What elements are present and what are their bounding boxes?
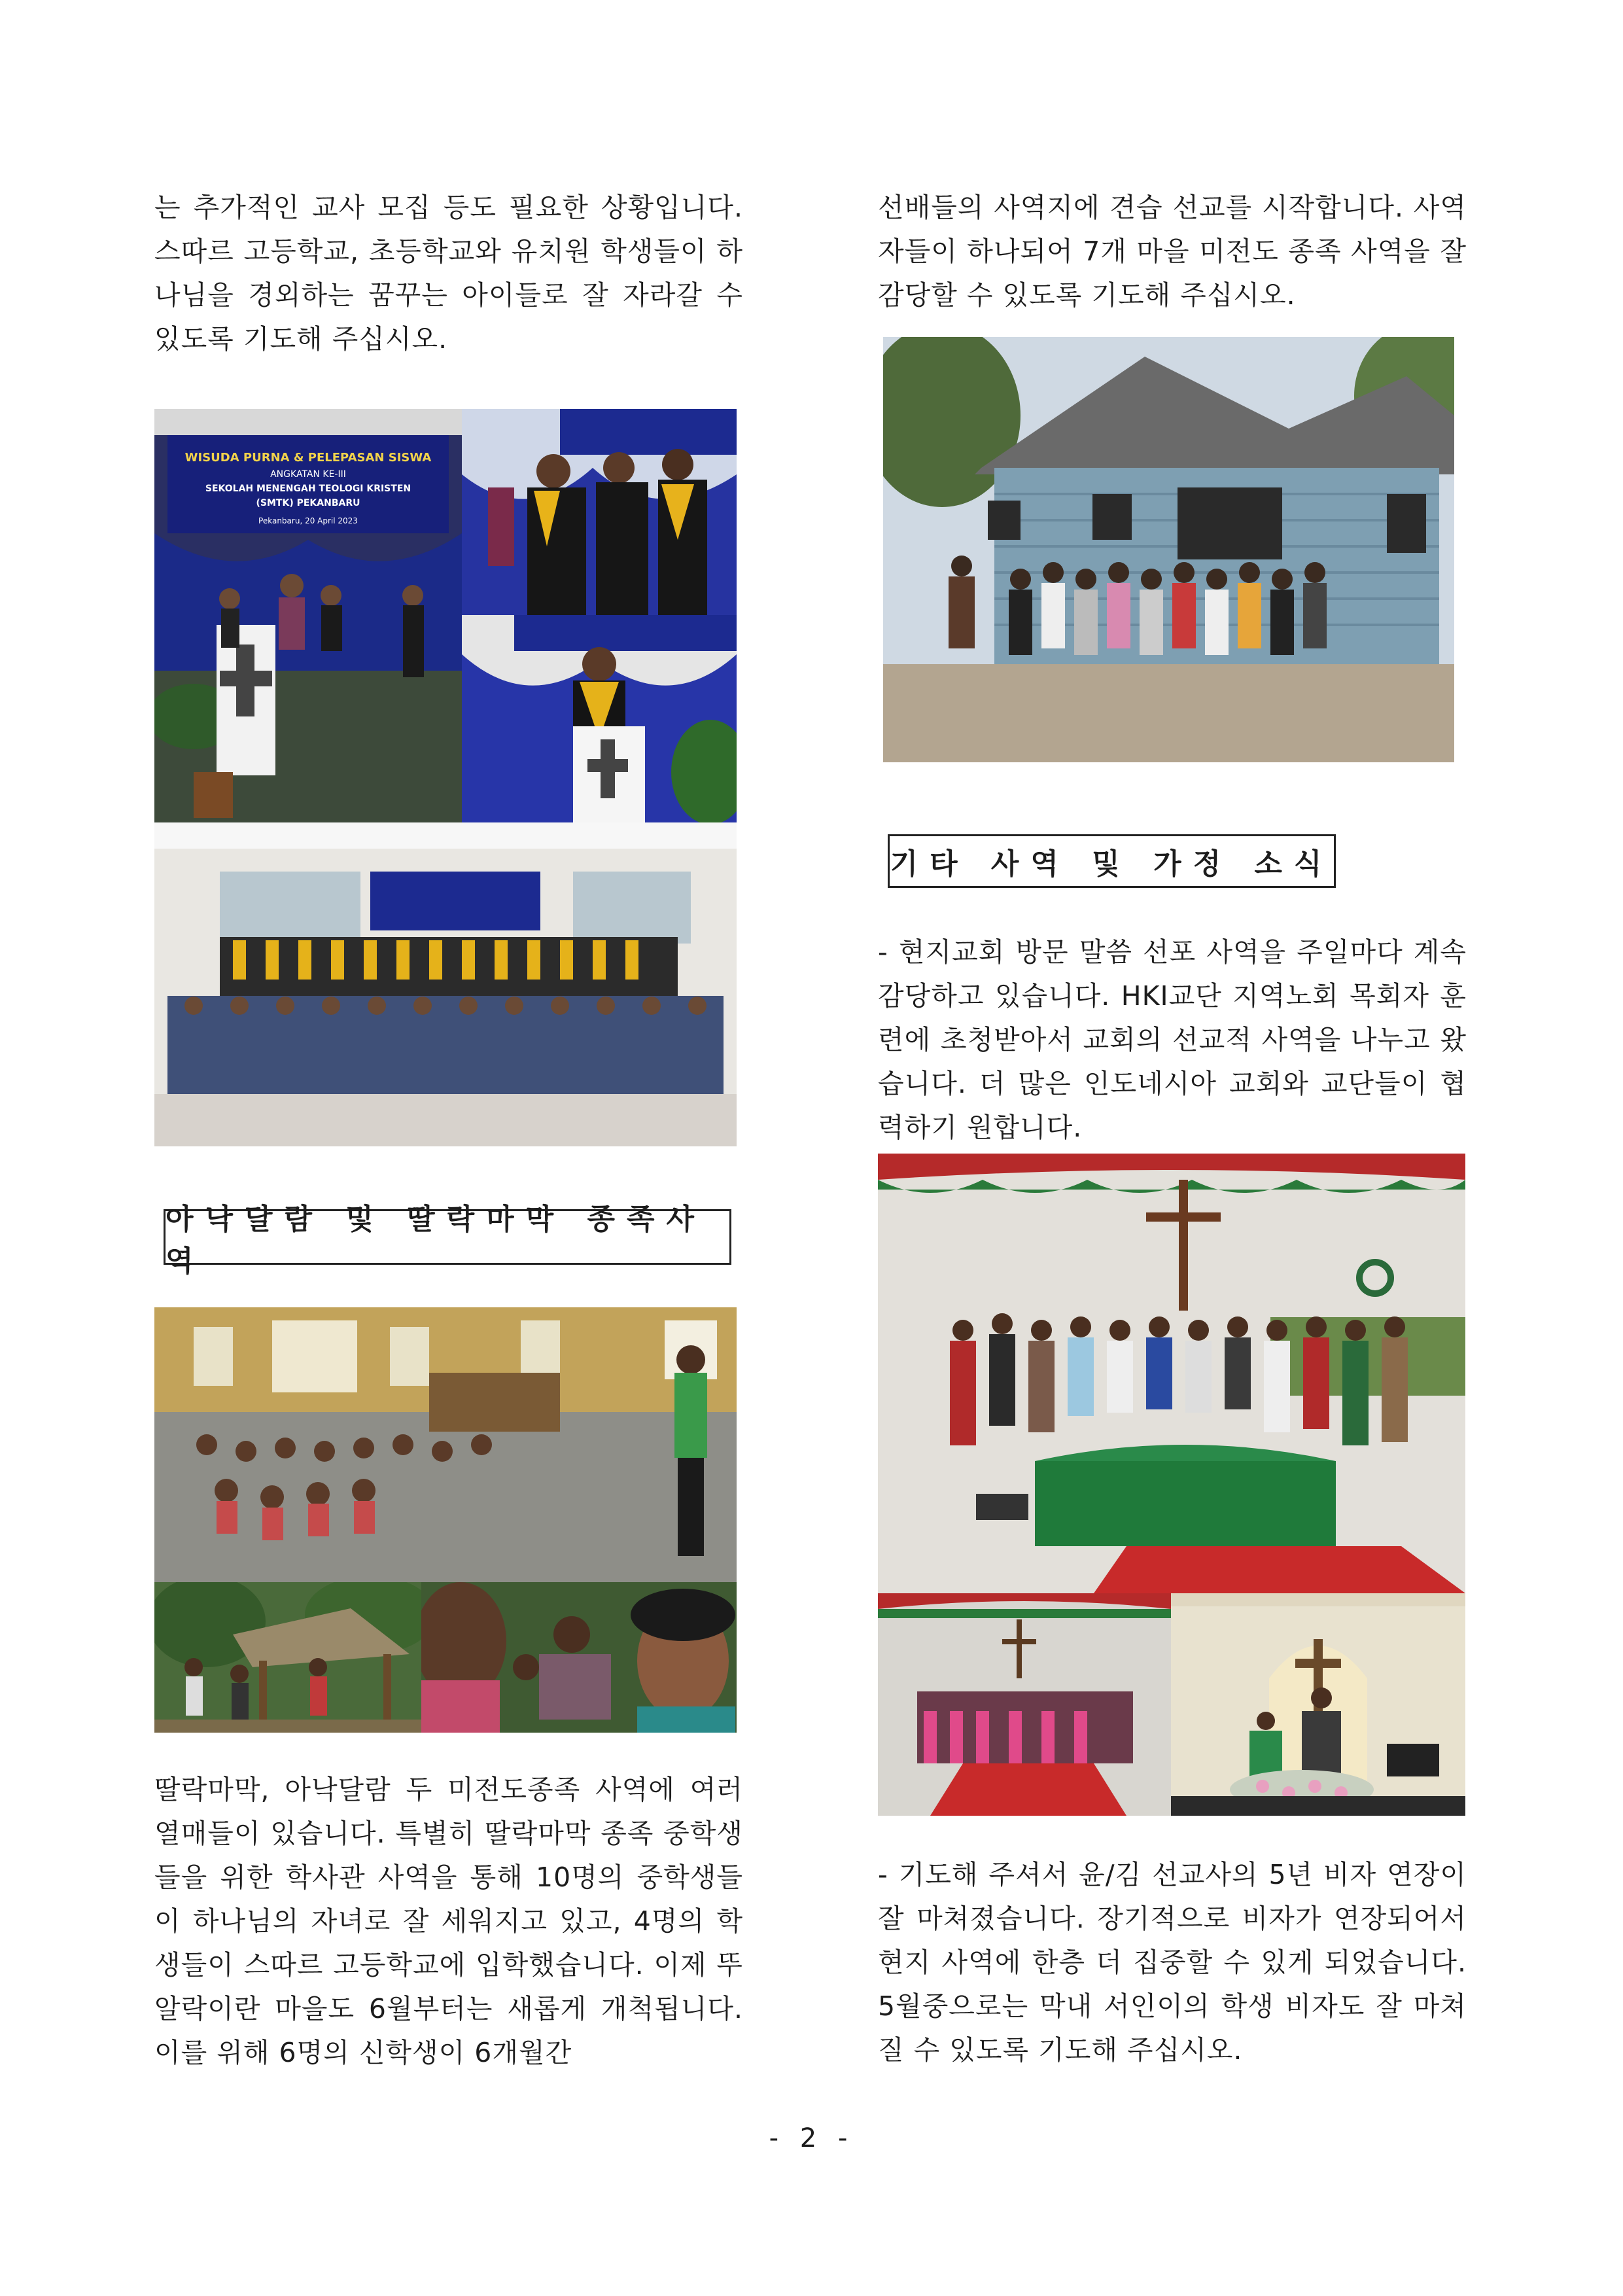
right-paragraph-1: 선배들의 사역지에 견습 선교를 시작합니다. 사역자들이 하나되어 7개 마을 미전도 종족 사역을 잘 감당할 수 있도록 기도해 주십시오. [878, 192, 1467, 311]
section-title-other-news: 기타 사역 및 가정 소식 [888, 834, 1336, 888]
graduation-photo-stage [154, 409, 462, 822]
left-paragraph-2: 딸락마막, 아낙달람 두 미전도종족 사역에 여러 열매들이 있습니다. 특별히 딸락마막 종족 중학생들을 위한 학사관 사역을 통해 10명의 중학생들이 하나님의 자녀로 잘 세워지고 있고, 4명의 학생들이 스따르 고등학교에 입학했습니다. 이제 뚜알락이란 마을도 6월부터는 새롭게 개척됩니다. 이를 위해 6명의 신학생이 6개월간 [154, 1774, 743, 2068]
section-title-tribal-ministry: 아낙달람 및 딸락마막 종족사역 [164, 1209, 731, 1265]
page-number: - 2 - [769, 2123, 854, 2153]
banner-line-4: (SMTK) PEKANBARU [256, 498, 360, 508]
graduation-group-photo [154, 822, 737, 1146]
village-house-group-photo [883, 337, 1454, 762]
selfie-photo [421, 1582, 737, 1733]
church-podium-photo [1171, 1593, 1465, 1816]
right-paragraph-2: - 현지교회 방문 말씀 선포 사역을 주일마다 계속 감당하고 있습니다. HKI교단 지역노회 목회자 훈련에 초청받아서 교회의 선교적 사역을 나누고 왔습니다. 더 많은 인도네시아 교회와 교단들이 협력하기 원합니다. [878, 936, 1467, 1143]
left-paragraph-1: 는 추가적인 교사 모집 등도 필요한 상황입니다. 스따르 고등학교, 초등학교와 유치원 학생들이 하나님을 경외하는 꿈꾸는 아이들로 잘 자라갈 수 있도록 기도해 주십시오. [154, 192, 743, 355]
church-group-photo [878, 1154, 1465, 1593]
graduation-photo-speaker [462, 615, 737, 822]
banner-line-3: SEKOLAH MENENGAH TEOLOGI KRISTEN [205, 484, 411, 494]
banner-line-2: ANGKATAN KE-III [270, 469, 346, 480]
jungle-hut-photo [154, 1582, 421, 1733]
banner-line-1: WISUDA PURNA & PELEPASAN SISWA [184, 451, 432, 465]
right-paragraph-3: - 기도해 주셔서 윤/김 선교사의 5년 비자 연장이 잘 마쳐졌습니다. 장기적으로 비자가 연장되어서 현지 사역에 한층 더 집중할 수 있게 되었습니다. 5월중으로는 막내 서인이의 학생 비자도 잘 마쳐질 수 있도록 기도해 주십시오. [878, 1859, 1467, 2066]
children-gathering-photo [154, 1307, 737, 1582]
graduation-photo-hug [462, 409, 737, 615]
church-congregation-photo [878, 1593, 1171, 1816]
banner-date: Pekanbaru, 20 April 2023 [258, 516, 358, 525]
